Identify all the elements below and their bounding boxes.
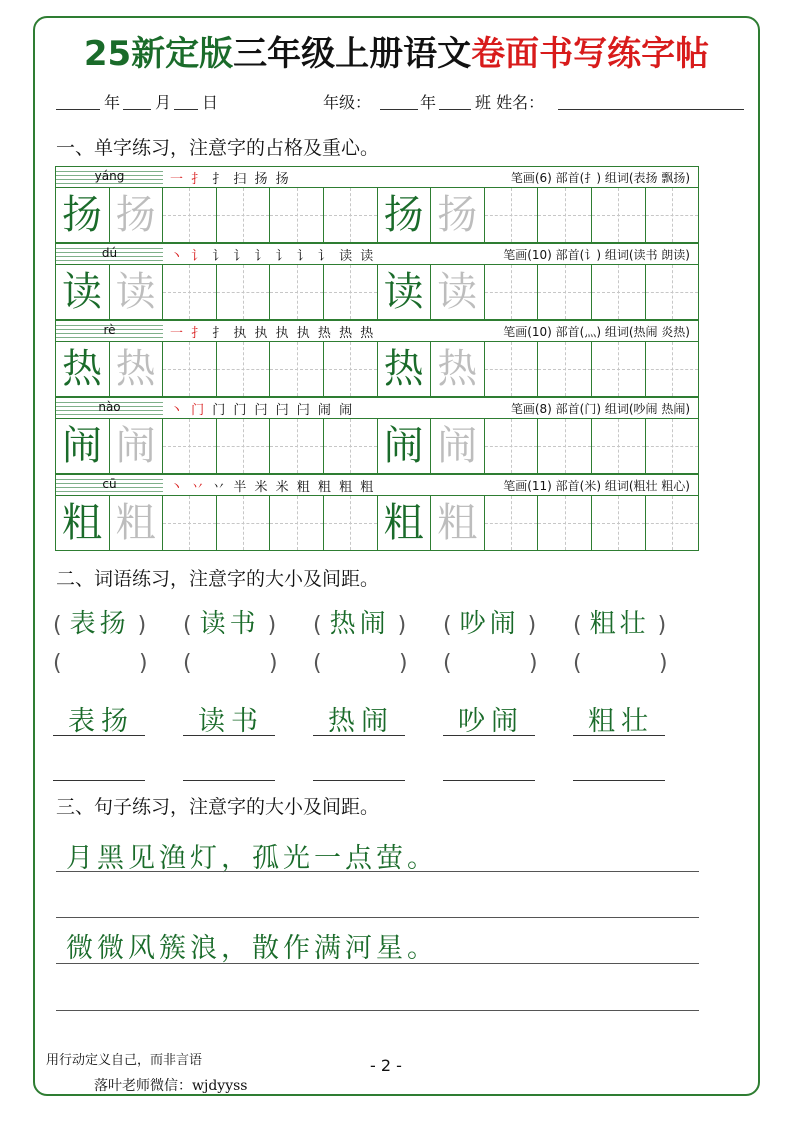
section-3-heading: 三、句子练习，注意字的大小及间距。: [56, 796, 380, 818]
section-1-heading: 一、单字练习，注意字的占格及重心。: [56, 137, 380, 159]
word-text: 吵闹: [459, 609, 520, 639]
blank-paren-close[interactable]: ): [139, 651, 148, 676]
practice-cell-blank[interactable]: [484, 419, 539, 474]
word-model-line: [313, 735, 405, 736]
practice-cell-blank[interactable]: [162, 419, 217, 474]
paren-open: (: [313, 613, 322, 638]
tian-grid-cells: [55, 188, 699, 243]
practice-cell-blank[interactable]: [216, 419, 271, 474]
paren-close: ): [137, 613, 147, 638]
practice-cell-blank[interactable]: [216, 265, 271, 320]
trace-char: 粗: [115, 500, 156, 546]
practice-cell-blank[interactable]: [216, 496, 271, 551]
practice-cell-blank[interactable]: [323, 265, 378, 320]
practice-cell-sample: [55, 342, 110, 397]
word-model-line: [183, 735, 275, 736]
page-title: [0, 32, 793, 76]
stroke-order-black: 讠 讠 讠 讠 讠 讠 读 读: [206, 249, 376, 264]
title-part-3: 卷面书写练字帖: [471, 34, 710, 74]
practice-cell-sample: [377, 265, 432, 320]
trace-char: 闹: [115, 423, 156, 469]
word-write-line[interactable]: [573, 780, 665, 781]
word-text: 表扬: [69, 609, 130, 639]
word-model: 吵闹: [458, 706, 524, 737]
stroke-order-red: 丶 丷: [170, 480, 207, 495]
pinyin-text: rè: [103, 323, 116, 337]
word-write-line[interactable]: [183, 780, 275, 781]
practice-cell-blank[interactable]: [645, 496, 700, 551]
stroke-order-black: 扌 执 执 执 执 热 热 热: [206, 326, 376, 341]
word-pinyin-group: [573, 603, 666, 640]
model-char: 扬: [383, 192, 424, 238]
grade-blank[interactable]: [380, 109, 418, 110]
practice-cell-sample: [377, 188, 432, 243]
practice-cell-sample: [377, 419, 432, 474]
info-line: [56, 88, 746, 114]
practice-cell-sample: [430, 188, 485, 243]
stroke-order-black: 门 门 闩 闩 闩 闹 闹: [206, 403, 355, 418]
practice-cell-blank[interactable]: [645, 265, 700, 320]
practice-cell-sample: [55, 265, 110, 320]
stroke-order: [170, 476, 375, 495]
practice-cell-blank[interactable]: [591, 419, 646, 474]
tian-grid-cells: [55, 419, 699, 474]
blank-paren-close[interactable]: ): [269, 651, 278, 676]
practice-cell-sample: [430, 419, 485, 474]
char-row: [55, 166, 699, 243]
trace-char: 读: [115, 269, 156, 315]
trace-char: 热: [437, 346, 478, 392]
word-pinyin-group: [183, 603, 276, 640]
word-write-line[interactable]: [53, 780, 145, 781]
stroke-order: [170, 245, 375, 264]
paren-close: ): [527, 613, 537, 638]
practice-cell-blank[interactable]: [323, 342, 378, 397]
char-meta: 笔画(11) 部首(米) 组词(粗壮 粗心): [503, 479, 690, 493]
paren-close: ): [397, 613, 407, 638]
practice-cell-blank[interactable]: [645, 188, 700, 243]
blank-paren-open[interactable]: (: [443, 651, 452, 676]
practice-cell-sample: [109, 188, 164, 243]
practice-cell-blank[interactable]: [269, 496, 324, 551]
sentence-2-write-line[interactable]: [56, 1010, 699, 1011]
practice-cell-blank[interactable]: [537, 188, 592, 243]
practice-cell-blank[interactable]: [591, 265, 646, 320]
blank-paren-open[interactable]: (: [313, 651, 322, 676]
practice-cell-blank[interactable]: [162, 265, 217, 320]
blank-paren-close[interactable]: ): [399, 651, 408, 676]
practice-cell-blank[interactable]: [645, 419, 700, 474]
word-model-line: [53, 735, 145, 736]
word-model: 读书: [198, 706, 264, 737]
practice-cell-blank[interactable]: [216, 342, 271, 397]
blank-paren-open[interactable]: (: [183, 651, 192, 676]
char-row: [55, 243, 699, 320]
trace-char: 扬: [115, 192, 156, 238]
stroke-order-red: 丶 讠: [170, 249, 207, 264]
paren-open: (: [183, 613, 192, 638]
footer-motto: 用行动定义自己，而非言语: [46, 1053, 203, 1068]
pinyin-box: [56, 244, 163, 264]
tian-grid-cells: [55, 265, 699, 320]
trace-char: 扬: [437, 192, 478, 238]
stroke-order-black: 丷 半 米 米 粗 粗 粗 粗: [206, 480, 376, 495]
practice-cell-sample: [55, 188, 110, 243]
title-part-2: 三年级上册语文: [233, 34, 472, 74]
practice-cell-sample: [430, 265, 485, 320]
model-char: 热: [383, 346, 424, 392]
grade-year-label: 年: [420, 93, 437, 112]
title-part-1: 25新定版: [83, 34, 234, 74]
model-char: 热: [62, 346, 102, 392]
tian-grid-cells: [55, 342, 699, 397]
word-model: 粗壮: [588, 706, 654, 737]
practice-cell-blank[interactable]: [591, 496, 646, 551]
word-text: 热闹: [329, 609, 390, 639]
practice-cell-sample: [109, 342, 164, 397]
practice-cell-blank[interactable]: [645, 342, 700, 397]
trace-char: 读: [437, 269, 478, 315]
stroke-order: [170, 322, 375, 341]
practice-cell-blank[interactable]: [537, 496, 592, 551]
practice-cell-blank[interactable]: [484, 188, 539, 243]
char-row: [55, 320, 699, 397]
practice-cell-blank[interactable]: [537, 419, 592, 474]
stroke-order: [170, 168, 291, 187]
paren-open: (: [53, 613, 62, 638]
model-char: 粗: [62, 500, 102, 546]
char-info-bar: [55, 474, 699, 496]
blank-paren-open[interactable]: (: [573, 651, 582, 676]
sentence-2: 微微风簇浪，散作满河星。: [66, 933, 438, 964]
sentence-1-write-line[interactable]: [56, 917, 699, 918]
year-label: 年: [104, 93, 121, 112]
pinyin-box: [56, 167, 163, 187]
footer-contact: 落叶老师微信：wjdyyss: [94, 1078, 248, 1094]
month-blank[interactable]: [123, 109, 151, 110]
practice-cell-sample: [55, 419, 110, 474]
word-pinyin-group: [443, 603, 536, 640]
stroke-order-red: 一 扌: [170, 326, 207, 341]
model-char: 粗: [383, 500, 424, 546]
word-text: 粗壮: [589, 609, 650, 639]
practice-cell-blank[interactable]: [269, 419, 324, 474]
trace-char: 粗: [437, 500, 478, 546]
word-text: 读书: [199, 609, 260, 639]
practice-cell-blank[interactable]: [162, 342, 217, 397]
class-blank[interactable]: [439, 109, 471, 110]
practice-cell-sample: [55, 496, 110, 551]
pinyin-text: yáng: [94, 169, 125, 183]
day-blank[interactable]: [174, 109, 198, 110]
practice-cell-blank[interactable]: [591, 342, 646, 397]
year-blank[interactable]: [56, 109, 100, 110]
char-info-bar: [55, 397, 699, 419]
practice-cell-sample: [109, 265, 164, 320]
practice-cell-blank[interactable]: [323, 188, 378, 243]
word-model: 热闹: [328, 706, 394, 737]
stroke-order: [170, 399, 354, 418]
practice-cell-sample: [377, 496, 432, 551]
practice-cell-blank[interactable]: [537, 265, 592, 320]
practice-cell-blank[interactable]: [162, 188, 217, 243]
practice-cell-blank[interactable]: [162, 496, 217, 551]
trace-char: 闹: [437, 423, 478, 469]
stroke-order-red: 一 扌: [170, 172, 207, 187]
word-write-line[interactable]: [313, 780, 405, 781]
model-char: 读: [383, 269, 424, 315]
char-row: [55, 397, 699, 474]
word-model-line: [573, 735, 665, 736]
practice-cell-sample: [109, 419, 164, 474]
model-char: 闹: [62, 423, 102, 469]
practice-cell-blank[interactable]: [323, 419, 378, 474]
practice-cell-blank[interactable]: [484, 496, 539, 551]
char-info-bar: [55, 166, 699, 188]
word-model-line: [443, 735, 535, 736]
name-blank[interactable]: [558, 109, 744, 110]
paren-close: ): [267, 613, 277, 638]
char-meta: 笔画(6) 部首(扌) 组词(表扬 飘扬): [510, 171, 690, 185]
pinyin-text: dú: [101, 246, 118, 260]
pinyin-text: cū: [102, 477, 117, 491]
char-meta: 笔画(8) 部首(门) 组词(吵闹 热闹): [510, 402, 690, 416]
practice-cell-blank[interactable]: [269, 342, 324, 397]
blank-paren-close[interactable]: ): [659, 651, 668, 676]
practice-cell-blank[interactable]: [269, 265, 324, 320]
practice-cell-blank[interactable]: [484, 265, 539, 320]
char-meta: 笔画(10) 部首(灬) 组词(热闹 炎热): [503, 325, 690, 339]
stroke-order-red: 丶 门: [170, 403, 207, 418]
pinyin-box: [56, 475, 163, 495]
char-practice-grid: [55, 166, 699, 551]
blank-paren-close[interactable]: ): [529, 651, 538, 676]
paren-close: ): [657, 613, 667, 638]
section-2-heading: 二、词语练习，注意字的大小及间距。: [56, 568, 380, 590]
sentence-1-line: [56, 871, 699, 872]
word-pinyin-group: [53, 603, 146, 640]
practice-cell-sample: [109, 496, 164, 551]
practice-cell-blank[interactable]: [323, 496, 378, 551]
pinyin-box: [56, 321, 163, 341]
practice-cell-blank[interactable]: [537, 342, 592, 397]
char-info-bar: [55, 243, 699, 265]
practice-cell-blank[interactable]: [216, 188, 271, 243]
char-info-bar: [55, 320, 699, 342]
month-label: 月: [155, 93, 172, 112]
sentence-1: 月黑见渔灯，孤光一点萤。: [66, 843, 438, 874]
practice-cell-sample: [377, 342, 432, 397]
word-model: 表扬: [68, 706, 134, 737]
day-label: 日: [202, 93, 219, 112]
class-name-label: 班 姓名：: [475, 93, 545, 112]
sentence-2-line: [56, 963, 699, 964]
stroke-order-black: 扌 扫 扬 扬: [206, 172, 291, 187]
practice-cell-blank[interactable]: [591, 188, 646, 243]
grade-label: 年级：: [323, 93, 372, 112]
pinyin-box: [56, 398, 163, 418]
paren-open: (: [443, 613, 452, 638]
practice-cell-blank[interactable]: [484, 342, 539, 397]
tian-grid-cells: [55, 496, 699, 551]
paren-open: (: [573, 613, 582, 638]
practice-cell-blank[interactable]: [269, 188, 324, 243]
practice-cell-sample: [430, 496, 485, 551]
char-meta: 笔画(10) 部首(讠) 组词(读书 朗读): [503, 248, 690, 262]
practice-cell-sample: [430, 342, 485, 397]
page-number: - 2 -: [370, 1056, 402, 1075]
trace-char: 热: [115, 346, 156, 392]
char-row: [55, 474, 699, 551]
word-write-line[interactable]: [443, 780, 535, 781]
model-char: 读: [62, 269, 102, 315]
word-pinyin-group: [313, 603, 406, 640]
model-char: 扬: [62, 192, 102, 238]
blank-paren-open[interactable]: (: [53, 651, 62, 676]
model-char: 闹: [383, 423, 424, 469]
pinyin-text: nào: [98, 400, 121, 414]
